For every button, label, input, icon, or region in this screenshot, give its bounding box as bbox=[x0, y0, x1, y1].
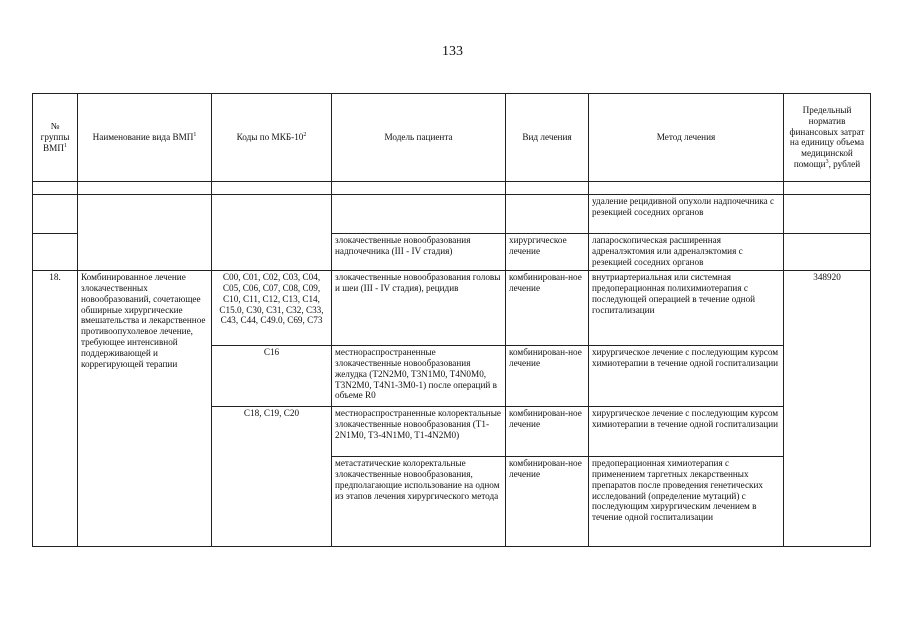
group-number-cell: 18. bbox=[33, 271, 78, 547]
type-cell: комбинирован-ное лечение bbox=[506, 457, 589, 547]
header-treatment-type: Вид лечения bbox=[506, 94, 589, 182]
header-icd-codes: Коды по МКБ-$10^2$ bbox=[212, 94, 332, 182]
model-cell: злокачественные новообразования головы и шеи (III - IV стадия), рецидив bbox=[332, 271, 506, 346]
header-row bbox=[33, 94, 871, 182]
type-cell: комбинирован-ное лечение bbox=[506, 271, 589, 346]
method-cell: внутриартериальная или системная предоперационная полихимиотерапия с последующей операцией в течение одной госпитализации bbox=[589, 271, 784, 346]
table-row bbox=[33, 195, 871, 234]
model-cell: местнораспространенные колоректальные злокачественные новообразования (T1-2N1M0, T3-4N1M0, T1-4N2M0) bbox=[332, 407, 506, 457]
header-cost-norm: Предельный норматив финансовых затрат на единицу объема медицинской помощи$^3$, рублей bbox=[784, 94, 871, 182]
header-patient-model: Модель пациента bbox=[332, 94, 506, 182]
icd-codes-cell: C00, C01, C02, C03, C04, C05, C06, C07, C08, C09, C10, C11, C12, C13, C14, C15.0, C30, C31, C32, C33, C43, C44, C49.0, C69, C73 bbox=[212, 271, 332, 346]
model-cell: злокачественные новообразования надпочечника (III - IV стадия) bbox=[332, 234, 506, 271]
icd-codes-cell: C16 bbox=[212, 346, 332, 407]
method-cell: предоперационная химиотерапия с применением таргетных лекарственных препаратов после проведения генетических исследований (определение мутаций) с последующим хирургическим лечением в течение одной госпитализации bbox=[589, 457, 784, 547]
vmp-table bbox=[32, 93, 871, 547]
method-cell: лапароскопическая расширенная адреналэктомия или адреналэктомия с резекцией соседних органов bbox=[589, 234, 784, 271]
header-group-number: № группы ВМП$^1$ bbox=[33, 94, 78, 182]
method-cell: хирургическое лечение с последующим курсом химиотерапии в течение одной госпитализации bbox=[589, 346, 784, 407]
method-cell: удаление рецидивной опухоли надпочечника с резекцией соседних органов bbox=[589, 195, 784, 234]
vmp-name-cell: Комбинированное лечение злокачественных новообразований, сочетающее обширные хирургические вмешательства и лекарственное противоопухолевое лечение, требующее интенсивной поддерживающей и коррегирующей терапии bbox=[78, 271, 212, 547]
table-row bbox=[33, 271, 871, 346]
method-cell: хирургическое лечение с последующим курсом химиотерапии в течение одной госпитализации bbox=[589, 407, 784, 457]
header-treatment-method: Метод лечения bbox=[589, 94, 784, 182]
table-row bbox=[33, 182, 871, 195]
icd-codes-cell: C18, C19, C20 bbox=[212, 407, 332, 547]
type-cell: хирургическое лечение bbox=[506, 234, 589, 271]
header-vmp-name: Наименование вида ВМП$^1$ bbox=[78, 94, 212, 182]
model-cell: метастатические колоректальные злокачественные новообразования, предполагающие использование на одном из этапов лечения хирургического метода bbox=[332, 457, 506, 547]
page-number: 133 bbox=[442, 44, 463, 59]
type-cell: комбинирован-ное лечение bbox=[506, 407, 589, 457]
type-cell: комбинирован-ное лечение bbox=[506, 346, 589, 407]
model-cell: местнораспространенные злокачественные новообразования желудка (T2N2M0, T3N1M0, T4N0M0, T3N2M0, T4N1-3M0-1) после операций в объеме R0 bbox=[332, 346, 506, 407]
cost-cell: 348920 bbox=[784, 271, 871, 547]
